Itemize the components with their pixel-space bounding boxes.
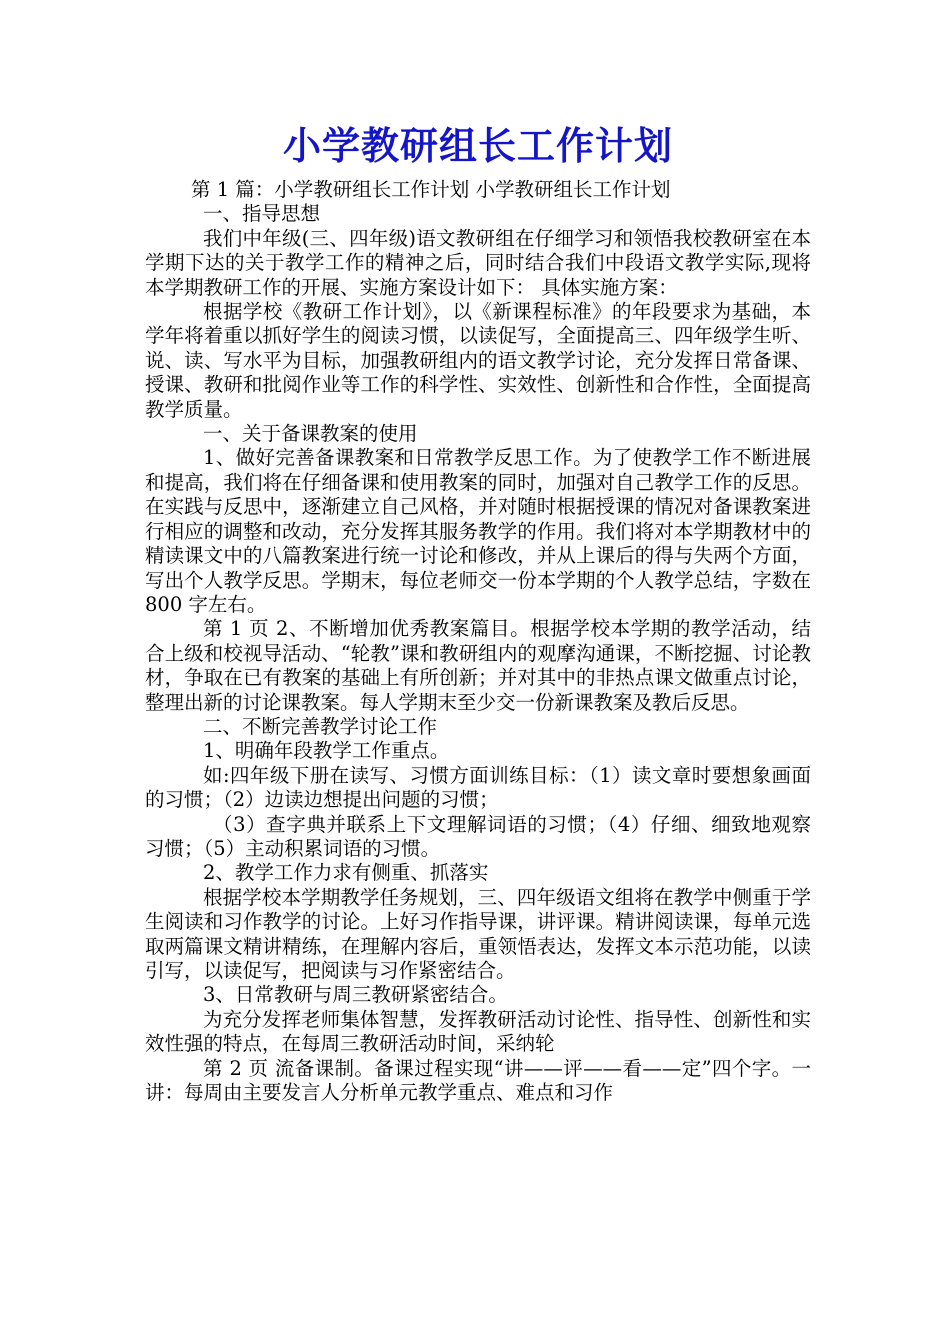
paragraph-goals-2: （3）查字典并联系上下文理解词语的习惯；（4）仔细、细致地观察习惯；（5）主动积累词语的习惯。 (145, 812, 811, 860)
paragraph-weekly-research: 3、日常教研与周三教研紧密结合。 (203, 983, 508, 1007)
document-subtitle: 第 1 篇：小学教研组长工作计划 小学教研组长工作计划 (191, 178, 671, 201)
document-title: 小学教研组长工作计划 (282, 123, 673, 168)
document-page (145, 120, 811, 1105)
paragraph-collective: 为充分发挥老师集体智慧，发挥教研活动讨论性、指导性、创新性和实效性强的特点，在每周三教研活动时间，采纳轮 (145, 1007, 811, 1056)
paragraph-plan: 根据学校本学期教学任务规划，三、四年级语文组将在教学中侧重于学生阅读和习作教学的讨论。上好习作指导课，讲评课。精讲阅读课，每单元选取两篇课文精讲精练，在理解内容后，重领悟表达，发挥文本示范功能，以读引写，以读促写，把阅读与习作紧密结合。 (145, 885, 811, 982)
paragraph-goals-1: 如:四年级下册在读写、习惯方面训练目标：（1）读文章时要想象画面的习惯；（2）边读边想提出问题的习惯； (145, 763, 811, 812)
section-heading-teaching-discussion: 二、不断完善教学讨论工作 (203, 714, 438, 738)
section-heading-lesson-plans: 一、关于备课教案的使用 (203, 422, 418, 446)
paragraph-item-1: 1、做好完善备课教案和日常教学反思工作。为了使教学工作不断进展和提高，我们将在仔细备课和使用教案的同时，加强对自己教学工作的反思。在实践与反思中，逐渐建立自己风格，并对随时根据授课的情况对备课教案进行相应的调整和改动，充分发挥其服务教学的作用。我们将对本学期教材中的精读课文中的八篇教案进行统一讨论和修改，并从上课后的得与失两个方面，写出个人教学反思。学期末，每位老师交一份本学期的个人教学总结，字数在 800 字左右。 (145, 446, 811, 616)
paragraph-rotation: 第 2 页 流备课制。备课过程实现“讲——评——看——定”四个字。一讲：每周由主要发言人分析单元教学重点、难点和习作 (145, 1056, 811, 1105)
section-heading-guiding-thought: 一、指导思想 (203, 202, 321, 226)
paragraph-intro: 我们中年级(三、四年级)语文教研组在仔细学习和领悟我校教研室在本学期下达的关于教学工作的精神之后，同时结合我们中段语文教学实际,现将本学期教研工作的开展、实施方案设计如下： 具体实施方案： (145, 226, 811, 299)
paragraph-basis: 根据学校《教研工作计划》，以《新课程标准》的年段要求为基础，本学年将着重以抓好学生的阅读习惯，以读促写，全面提高三、四年级学生听、说、读、写水平为目标，加强教研组内的语文教学讨论，充分发挥日常备课、授课、教研和批阅作业等工作的科学性、实效性、创新性和合作性，全面提高教学质量。 (145, 300, 811, 421)
paragraph-item-2: 第 1 页 2、不断增加优秀教案篇目。根据学校本学期的教学活动，结合上级和校视导活动、“轮教”课和教研组内的观摩沟通课，不断挖掘、讨论教材，争取在已有教案的基础上有所创新；并对其中的非热点课文做重点讨论，整理出新的讨论课教案。每人学期末至少交一份新课教案及教后反思。 (145, 617, 811, 714)
paragraph-emphasis: 2、教学工作力求有侧重、抓落实 (203, 861, 489, 885)
paragraph-focus: 1、明确年段教学工作重点。 (203, 739, 450, 763)
